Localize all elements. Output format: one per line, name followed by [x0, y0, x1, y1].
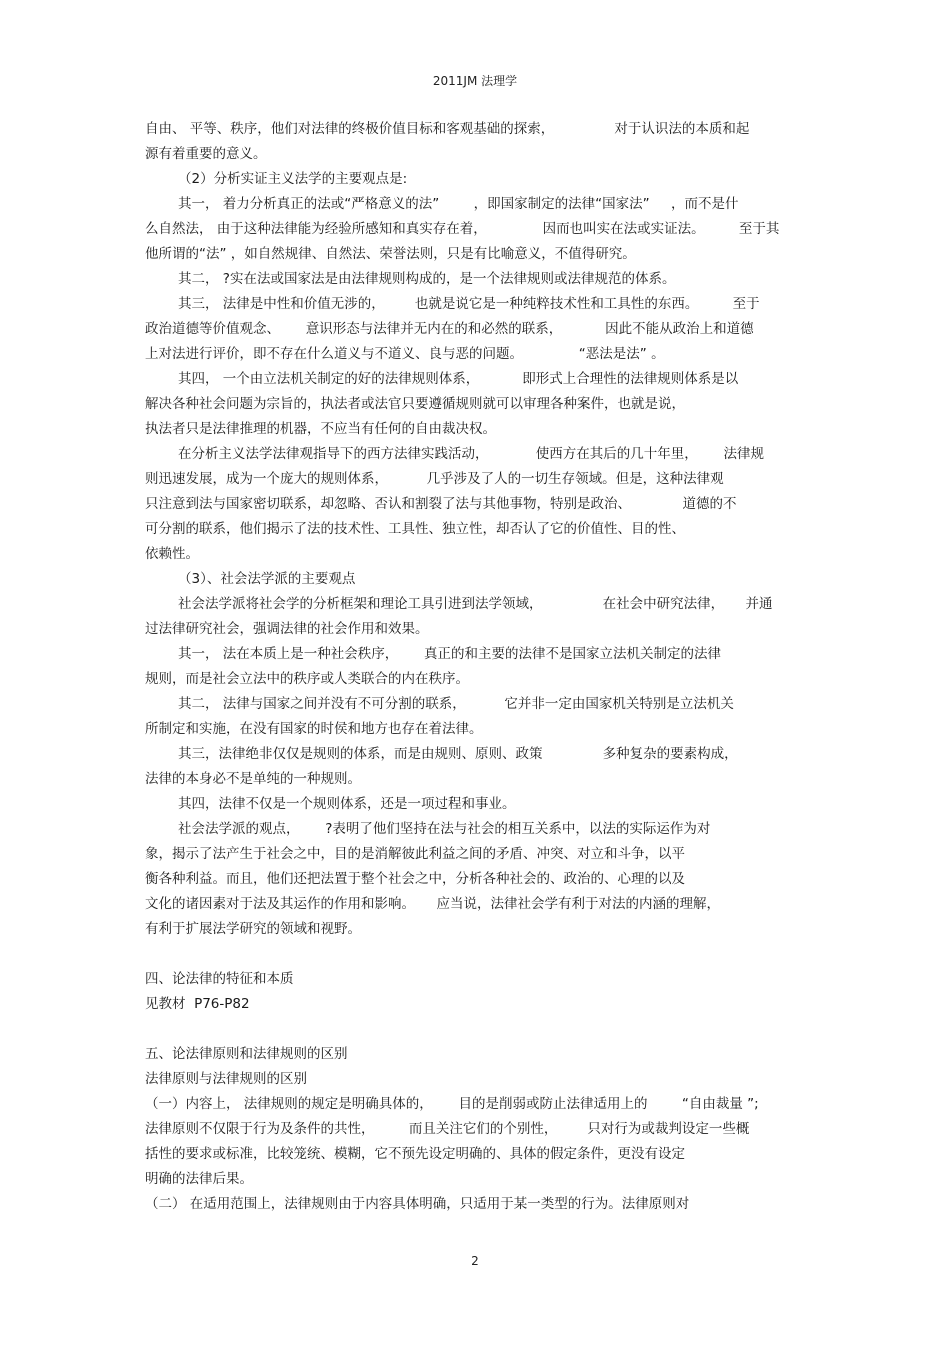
text-line: 法律原则不仅限于行为及条件的共性， 而且关注它们的个别性， 只对行为或裁判设定一些概 [145, 1121, 750, 1137]
text-line: 么自然法， 由于这种法律能为经验所感知和真实存在着， 因而也叫实在法或实证法。 至于其 [145, 221, 780, 237]
text-line: 自由、 平等、秩序，他们对法律的终极价值目标和客观基础的探索， 对于认识法的本质和起 [145, 121, 750, 137]
text-line: 其二， 法律与国家之间并没有不可分割的联系， 它并非一定由国家机关特别是立法机关 [178, 696, 734, 712]
text-line: 有利于扩展法学研究的领域和视野。 [145, 921, 361, 937]
text-line: （一）内容上， 法律规则的规定是明确具体的， 目的是削弱或防止法律适用上的 “自由裁量 ”; [145, 1096, 759, 1112]
text-line: 源有着重要的意义。 [145, 146, 267, 162]
text-line: 其三，法律绝非仅仅是规则的体系，而是由规则、原则、政策 多种复杂的要素构成， [178, 746, 738, 762]
section-heading: 四、论法律的特征和本质 [145, 971, 294, 987]
text-line: 其四，法律不仅是一个规则体系，还是一项过程和事业。 [178, 796, 516, 812]
text-line: 政治道德等价值观念、 意识形态与法律并无内在的和必然的联系， 因此不能从政治上和道德 [145, 321, 754, 337]
text-line: 法律的本身必不是单纯的一种规则。 [145, 771, 361, 787]
text-line: 法律原则与法律规则的区别 [145, 1071, 307, 1087]
text-line: 他所谓的“法” ，如自然规律、自然法、荣誉法则，只是有比喻意义，不值得研究。 [145, 246, 636, 262]
text-line: 规则，而是社会立法中的秩序或人类联合的内在秩序。 [145, 671, 469, 687]
text-line: 在分析主义法学法律观指导下的西方法律实践活动， 使西方在其后的几十年里， 法律规 [178, 446, 764, 462]
text-line: 其四， 一个由立法机关制定的好的法律规则体系， 即形式上合理性的法律规则体系是以 [178, 371, 739, 387]
text-line: 解决各种社会问题为宗旨的，执法者或法官只要遵循规则就可以审理各种案件，也就是说， [145, 396, 685, 412]
text-line: 明确的法律后果。 [145, 1171, 253, 1187]
text-line: （2）分析实证主义法学的主要观点是: [178, 171, 408, 187]
text-line: 其一， 法在本质上是一种社会秩序， 真正的和主要的法律不是国家立法机关制定的法律 [178, 646, 722, 662]
text-line: 执法者只是法律推理的机器，不应当有任何的自由裁决权。 [145, 421, 496, 437]
text-line: （3）、社会法学派的主要观点 [178, 571, 356, 587]
text-line: 其一， 着力分析真正的法或“严格意义的法” ，即国家制定的法律“国家法” ，而不是什 [178, 196, 739, 212]
text-line: 其三， 法律是中性和价值无涉的， 也就是说它是一种纯粹技术性和工具性的东西。 至于 [178, 296, 760, 312]
text-line: 则迅速发展，成为一个庞大的规则体系， 几乎涉及了人的一切生存领域。但是，这种法律观 [145, 471, 724, 487]
text-line: 只注意到法与国家密切联系，却忽略、否认和割裂了法与其他事物，特别是政治、 道德的不 [145, 496, 737, 512]
text-line: 社会法学派将社会学的分析框架和理论工具引进到法学领域， 在社会中研究法律， 并通 [178, 596, 773, 612]
text-line: 其二， ?实在法或国家法是由法律规则构成的，是一个法律规则或法律规范的体系。 [178, 271, 676, 287]
text-line: 社会法学派的观点， ?表明了他们坚持在法与社会的相互关系中，以法的实际运作为对 [178, 821, 711, 837]
page-number: 2 [471, 1254, 479, 1268]
text-line: 见教材 P76-P82 [145, 996, 250, 1012]
text-line: 衡各种利益。而且，他们还把法置于整个社会之中，分析各种社会的、政治的、心理的以及 [145, 871, 685, 887]
text-line: 可分割的联系，他们揭示了法的技术性、工具性、独立性，却否认了它的价值性、目的性、 [145, 521, 685, 537]
text-line: 依赖性。 [145, 546, 199, 562]
text-line: 上对法进行评价，即不存在什么道义与不道义、良与恶的问题。 “恶法是法” 。 [145, 346, 665, 362]
text-line: （二） 在适用范围上，法律规则由于内容具体明确，只适用于某一类型的行为。法律原则对 [145, 1196, 690, 1212]
text-line: 所制定和实施，在没有国家的时侯和地方也存在着法律。 [145, 721, 483, 737]
section-heading: 五、论法律原则和法律规则的区别 [145, 1046, 348, 1062]
page-header: 2011JM 法理学 [432, 74, 518, 88]
text-line: 过法律研究社会，强调法律的社会作用和效果。 [145, 621, 429, 637]
text-line: 括性的要求或标准，比较笼统、模糊，它不预先设定明确的、具体的假定条件，更没有设定 [145, 1146, 685, 1162]
text-line: 文化的诸因素对于法及其运作的作用和影响。 应当说，法律社会学有利于对法的内涵的理解， [145, 896, 720, 912]
text-line: 象，揭示了法产生于社会之中，目的是消解彼此利益之间的矛盾、冲突、对立和斗争，以平 [145, 846, 685, 862]
